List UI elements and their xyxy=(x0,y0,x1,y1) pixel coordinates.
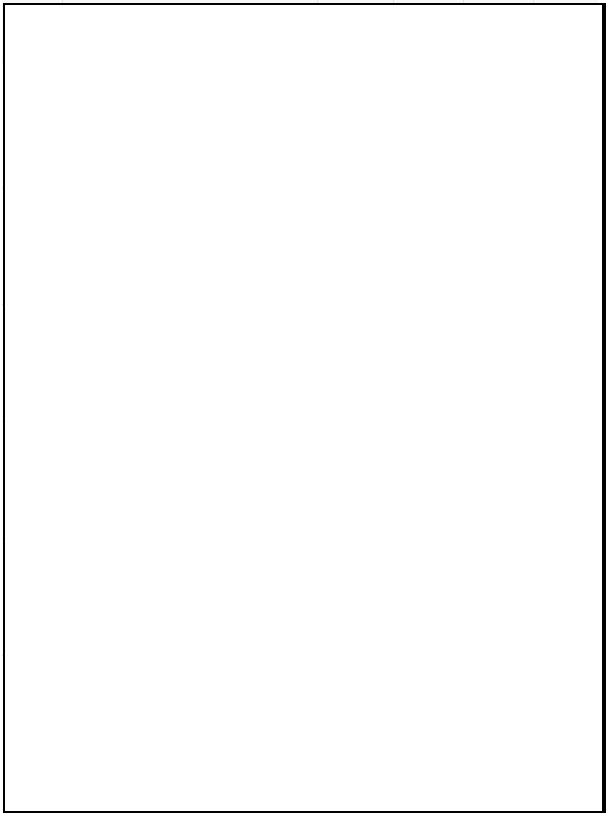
frame xyxy=(3,3,606,813)
